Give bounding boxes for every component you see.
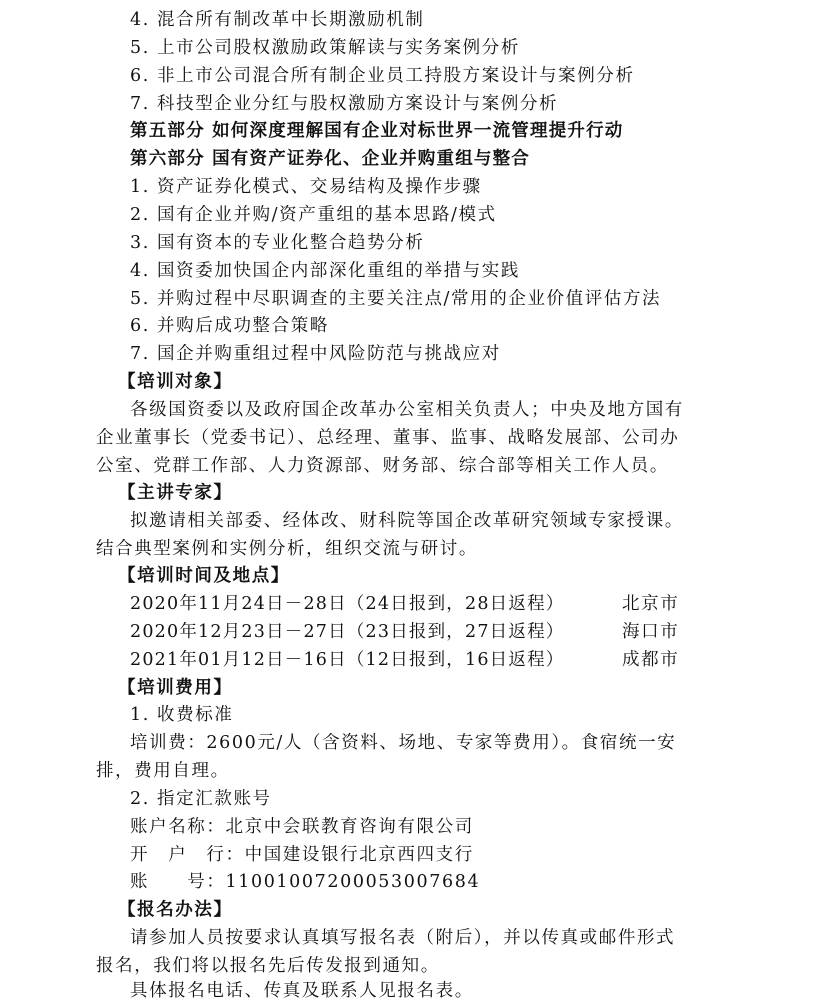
part6-item: 2. 国有企业并购/资产重组的基本思路/模式 bbox=[130, 205, 497, 225]
schedule-city: 北京市 bbox=[622, 594, 680, 614]
audience-text: 公室、党群工作部、人力资源部、财务部、综合部等相关工作人员。 bbox=[96, 456, 669, 476]
schedule-city: 成都市 bbox=[622, 650, 680, 670]
schedule-dates: 2020年11月24日－28日（24日报到，28日返程） bbox=[130, 594, 565, 614]
experts-heading: 【主讲专家】 bbox=[118, 483, 233, 503]
audience-text: 企业董事长（党委书记）、总经理、董事、监事、战略发展部、公司办 bbox=[96, 428, 680, 448]
fees-heading: 【培训费用】 bbox=[118, 678, 233, 698]
part4-item: 6. 非上市公司混合所有制企业员工持股方案设计与案例分析 bbox=[130, 66, 635, 86]
signup-heading: 【报名办法】 bbox=[118, 900, 233, 920]
fees-text: 排，费用自理。 bbox=[96, 761, 230, 781]
part4-item: 7. 科技型企业分红与股权激励方案设计与案例分析 bbox=[130, 94, 559, 114]
fees-account-label: 2. 指定汇款账号 bbox=[130, 789, 272, 809]
experts-text: 拟邀请相关部委、经体改、财科院等国企改革研究领域专家授课。 bbox=[130, 511, 684, 531]
fees-text: 培训费：2600元/人（含资料、场地、专家等费用）。食宿统一安 bbox=[130, 733, 677, 753]
signup-text: 请参加人员按要求认真填写报名表（附后），并以传真或邮件形式 bbox=[130, 928, 676, 948]
audience-text: 各级国资委以及政府国企改革办公室相关负责人；中央及地方国有 bbox=[130, 400, 684, 420]
account-name: 账户名称：北京中会联教育咨询有限公司 bbox=[130, 817, 474, 837]
part6-item: 4. 国资委加快国企内部深化重组的举措与实践 bbox=[130, 261, 520, 281]
schedule-dates: 2021年01月12日－16日（12日报到，16日返程） bbox=[130, 650, 565, 670]
part4-item: 5. 上市公司股权激励政策解读与实务案例分析 bbox=[130, 38, 520, 58]
part6-item: 6. 并购后成功整合策略 bbox=[130, 316, 329, 336]
schedule-dates: 2020年12月23日－27日（23日报到，27日返程） bbox=[130, 622, 565, 642]
schedule-city: 海口市 bbox=[622, 622, 680, 642]
part6-item: 3. 国有资本的专业化整合趋势分析 bbox=[130, 233, 425, 253]
account-number: 账 号：11001007200053007684 bbox=[130, 872, 481, 892]
schedule-heading: 【培训时间及地点】 bbox=[118, 566, 290, 586]
signup-text: 报名，我们将以报名先后传发报到通知。 bbox=[96, 956, 440, 976]
part6-item: 7. 国企并购重组过程中风险防范与挑战应对 bbox=[130, 344, 501, 364]
part4-item: 4. 混合所有制改革中长期激励机制 bbox=[130, 10, 425, 30]
experts-text: 结合典型案例和实例分析，组织交流与研讨。 bbox=[96, 539, 478, 559]
part6-item: 5. 并购过程中尽职调查的主要关注点/常用的企业价值评估方法 bbox=[130, 289, 662, 309]
signup-text: 具体报名电话、传真及联系人见报名表。 bbox=[130, 981, 474, 1001]
audience-heading: 【培训对象】 bbox=[118, 372, 233, 392]
fees-standard-label: 1. 收费标准 bbox=[130, 705, 234, 725]
part6-title: 第六部分 国有资产证券化、企业并购重组与整合 bbox=[130, 149, 530, 169]
part6-item: 1. 资产证券化模式、交易结构及操作步骤 bbox=[130, 177, 482, 197]
part5-title: 第五部分 如何深度理解国有企业对标世界一流管理提升行动 bbox=[130, 121, 624, 141]
bank-name: 开 户 行：中国建设银行北京西四支行 bbox=[130, 845, 474, 865]
